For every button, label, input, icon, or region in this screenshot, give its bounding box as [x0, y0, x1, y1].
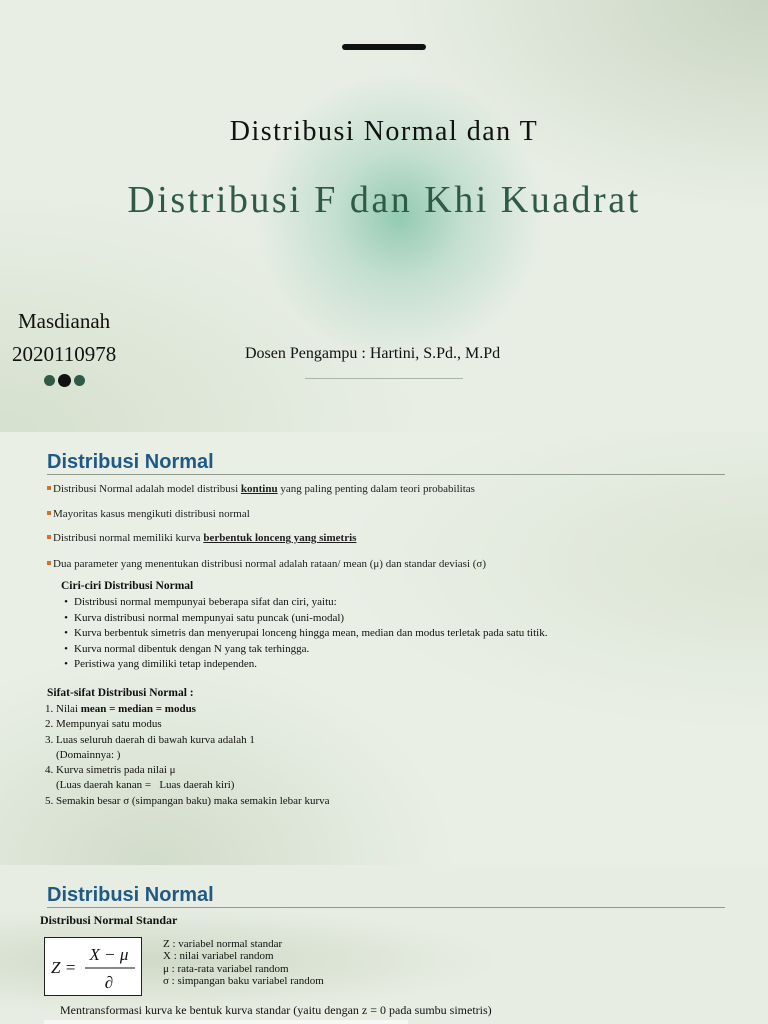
- dot-icon: [58, 374, 71, 387]
- heading-rule: [47, 474, 725, 475]
- list-item: (Luas daerah kanan = Luas daerah kiri): [45, 779, 235, 792]
- list-item: • Kurva normal dibentuk dengan N yang tak terhingga.: [58, 643, 547, 659]
- formula-numerator: X − μ: [89, 945, 129, 964]
- divider: [305, 378, 463, 379]
- bullet-item: Distribusi normal memiliki kurva berbentuk lonceng yang simetris: [47, 532, 356, 544]
- list-item: 5. Semakin besar σ (simpangan baku) maka semakin lebar kurva: [45, 794, 330, 807]
- decorative-dots: [44, 374, 85, 387]
- square-bullet-icon: [47, 535, 51, 539]
- list-item: • Distribusi normal mempunyai beberapa sifat dan ciri, yaitu:: [58, 596, 547, 612]
- author-name: Masdianah: [18, 309, 111, 333]
- z-formula: [44, 937, 142, 996]
- list-item: • Kurva distribusi normal mempunyai satu puncak (uni-modal): [58, 612, 547, 628]
- legend-line: σ : simpangan baku variabel random: [163, 974, 324, 987]
- ciri-list: [58, 596, 547, 674]
- slide-heading: Distribusi Normal: [47, 884, 214, 906]
- dot-icon: [44, 375, 55, 386]
- student-id: 2020110978: [12, 342, 117, 366]
- title-slide: [0, 0, 768, 432]
- section-subtitle: Distribusi Normal Standar: [40, 913, 178, 927]
- slide-subtitle: Distribusi F dan Khi Kuadrat: [127, 179, 641, 221]
- square-bullet-icon: [47, 511, 51, 515]
- list-item: • Peristiwa yang dimiliki tetap independen.: [58, 658, 547, 674]
- slide-heading: Distribusi Normal: [47, 451, 214, 473]
- slide-title: Distribusi Normal dan T: [229, 116, 539, 147]
- legend-line: X : nilai variabel random: [163, 950, 274, 963]
- formula-legend: [163, 938, 324, 987]
- heading-rule: [47, 907, 725, 908]
- list-item: (Domainnya: ): [45, 748, 121, 761]
- square-bullet-icon: [47, 486, 51, 490]
- legend-line: μ : rata-rata variabel random: [163, 962, 289, 975]
- lecturer-name: Dosen Pengampu : Hartini, S.Pd., M.Pd: [245, 345, 501, 362]
- list-item: 3. Luas seluruh daerah di bawah kurva adalah 1: [45, 733, 255, 746]
- list-item: 4. Kurva simetris pada nilai μ: [45, 764, 176, 777]
- formula-lhs: Z =: [51, 958, 77, 977]
- formula-denominator: ∂: [104, 973, 114, 992]
- bullet-item: Dua parameter yang menentukan distribusi normal adalah rataan/ mean (μ) dan standar deviasi (σ): [47, 558, 486, 570]
- list-item: 2. Mempunyai satu modus: [45, 718, 162, 731]
- decorative-bar: [342, 44, 426, 50]
- ciri-title: Ciri-ciri Distribusi Normal: [61, 580, 194, 592]
- transform-text: Mentransformasi kurva ke bentuk kurva standar (yaitu dengan z = 0 pada sumbu simetris): [60, 1003, 492, 1017]
- bullet-item: Mayoritas kasus mengikuti distribusi normal: [47, 508, 250, 520]
- legend-line: Z : variabel normal standar: [163, 938, 283, 950]
- list-item: 1. Nilai mean = median = modus: [45, 703, 196, 715]
- bullet-item: Distribusi Normal adalah model distribusi kontinu yang paling penting dalam teori probabilitas: [47, 483, 475, 495]
- dot-icon: [74, 375, 85, 386]
- list-item: • Kurva berbentuk simetris dan menyerupai lonceng hingga mean, median dan modus terletak pada satu titik.: [58, 627, 547, 643]
- square-bullet-icon: [47, 561, 51, 565]
- image-edge: [44, 1020, 408, 1024]
- sifat-title: Sifat-sifat Distribusi Normal :: [47, 687, 194, 699]
- content-slide-normal: [0, 432, 768, 865]
- formula-graphic: [45, 938, 141, 995]
- sifat-list: [45, 703, 330, 810]
